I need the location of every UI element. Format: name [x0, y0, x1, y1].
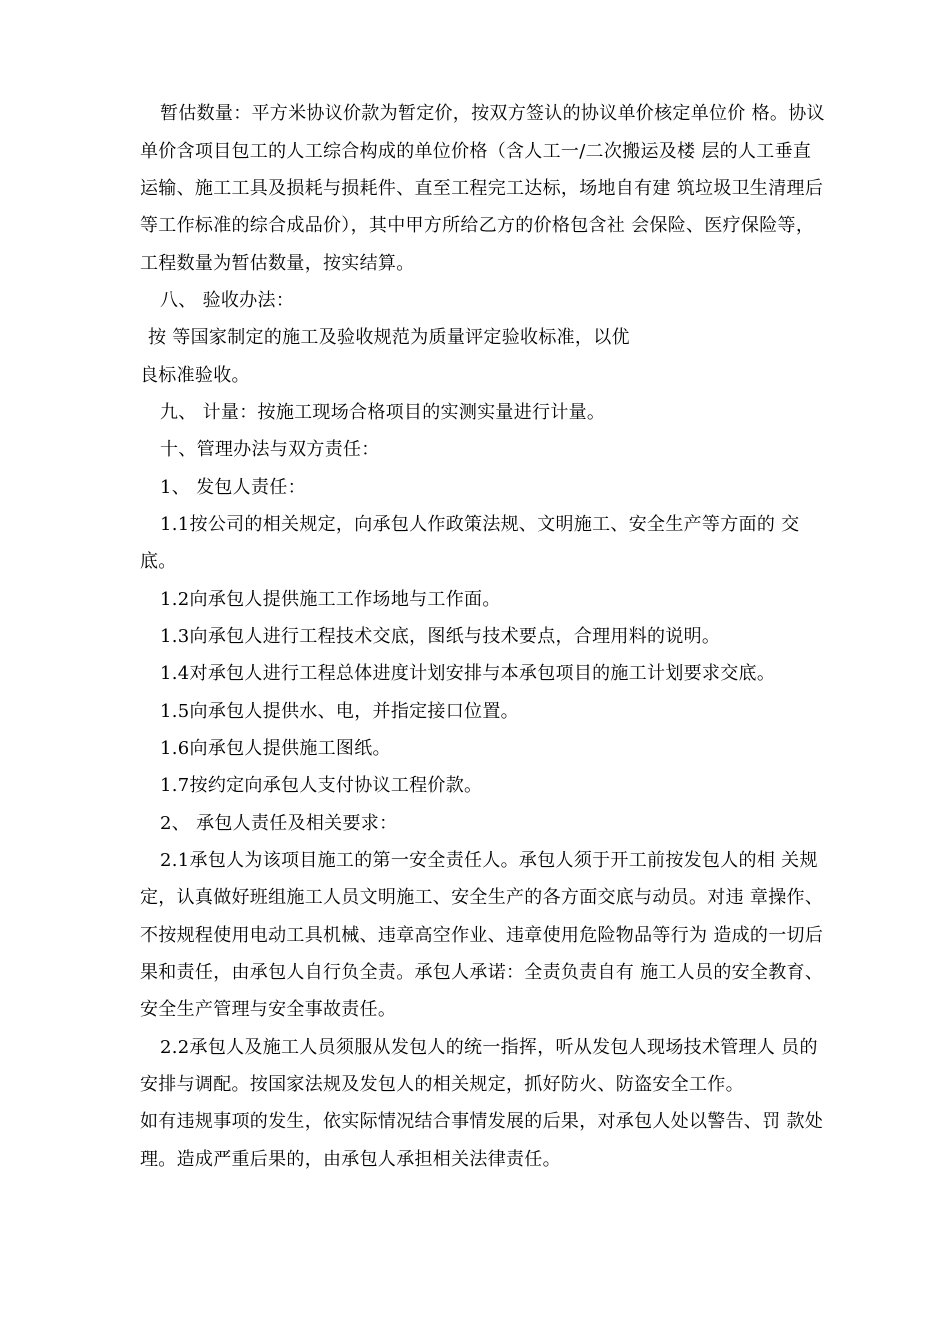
paragraph-line: 果和责任，由承包人自行负全责。承包人承诺：全责负责自有 施工人员的安全教育、 — [140, 962, 824, 983]
paragraph-line: 运输、施工工具及损耗与损耗件、直至工程完工达标，场地自有建 筑垃圾卫生清理后 — [140, 178, 824, 199]
paragraph-line: 定，认真做好班组施工人员文明施工、安全生产的各方面交底与动员。对违 章操作、 — [140, 887, 824, 908]
paragraph-line: 理。造成严重后果的，由承包人承担相关法律责任。 — [140, 1149, 561, 1170]
paragraph-line: 如有违规事项的发生，依实际情况结合事情发展的后果，对承包人处以警告、罚 款处 — [140, 1111, 824, 1132]
paragraph-line: 按 等国家制定的施工及验收规范为质量评定验收标准，以优 — [148, 327, 630, 348]
list-item: 1.4对承包人进行工程总体进度计划安排与本承包项目的施工计划要求交底。 — [160, 663, 776, 684]
section-heading: 十、管理办法与双方责任： — [160, 439, 380, 460]
paragraph-line: 安全生产管理与安全事故责任。 — [140, 999, 397, 1020]
paragraph-line: 良标准验收。 — [140, 365, 250, 386]
list-item: 1.2向承包人提供施工工作场地与工作面。 — [160, 589, 501, 610]
list-item: 2.2承包人及施工人员须服从发包人的统一指挥，听从发包人现场技术管理人 员的 — [160, 1037, 818, 1058]
paragraph-line: 单价含项目包工的人工综合构成的单位价格（含人工一/二次搬运及楼 层的人工垂直 — [140, 141, 812, 162]
list-item: 2.1承包人为该项目施工的第一安全责任人。承包人须于开工前按发包人的相 关规 — [160, 850, 818, 871]
paragraph-line: 安排与调配。按国家法规及发包人的相关规定，抓好防火、防盗安全工作。 — [140, 1074, 744, 1095]
list-item: 1.3向承包人进行工程技术交底，图纸与技术要点，合理用料的说明。 — [160, 626, 721, 647]
list-item: 1.1按公司的相关规定，向承包人作政策法规、文明施工、安全生产等方面的 交 — [160, 514, 800, 535]
paragraph-line: 底。 — [140, 551, 177, 572]
subsection-heading: 1、 发包人责任： — [160, 477, 306, 498]
section-heading: 九、 计量：按施工现场合格项目的实测实量进行计量。 — [160, 402, 606, 423]
paragraph-line: 等工作标准的综合成品价），其中甲方所给乙方的价格包含社 会保险、医疗保险等， — [140, 215, 815, 236]
paragraph-line: 暂估数量：平方米协议价款为暂定价，按双方签认的协议单价核定单位价 格。协议 — [160, 103, 825, 124]
subsection-heading: 2、 承包人责任及相关要求： — [160, 813, 398, 834]
list-item: 1.6向承包人提供施工图纸。 — [160, 738, 391, 759]
paragraph-line: 不按规程使用电动工具机械、违章高空作业、违章使用危险物品等行为 造成的一切后 — [140, 925, 824, 946]
section-heading: 八、 验收办法： — [160, 290, 295, 311]
list-item: 1.5向承包人提供水、电，并指定接口位置。 — [160, 701, 519, 722]
list-item: 1.7按约定向承包人支付协议工程价款。 — [160, 775, 483, 796]
paragraph-line: 工程数量为暂估数量，按实结算。 — [140, 253, 415, 274]
